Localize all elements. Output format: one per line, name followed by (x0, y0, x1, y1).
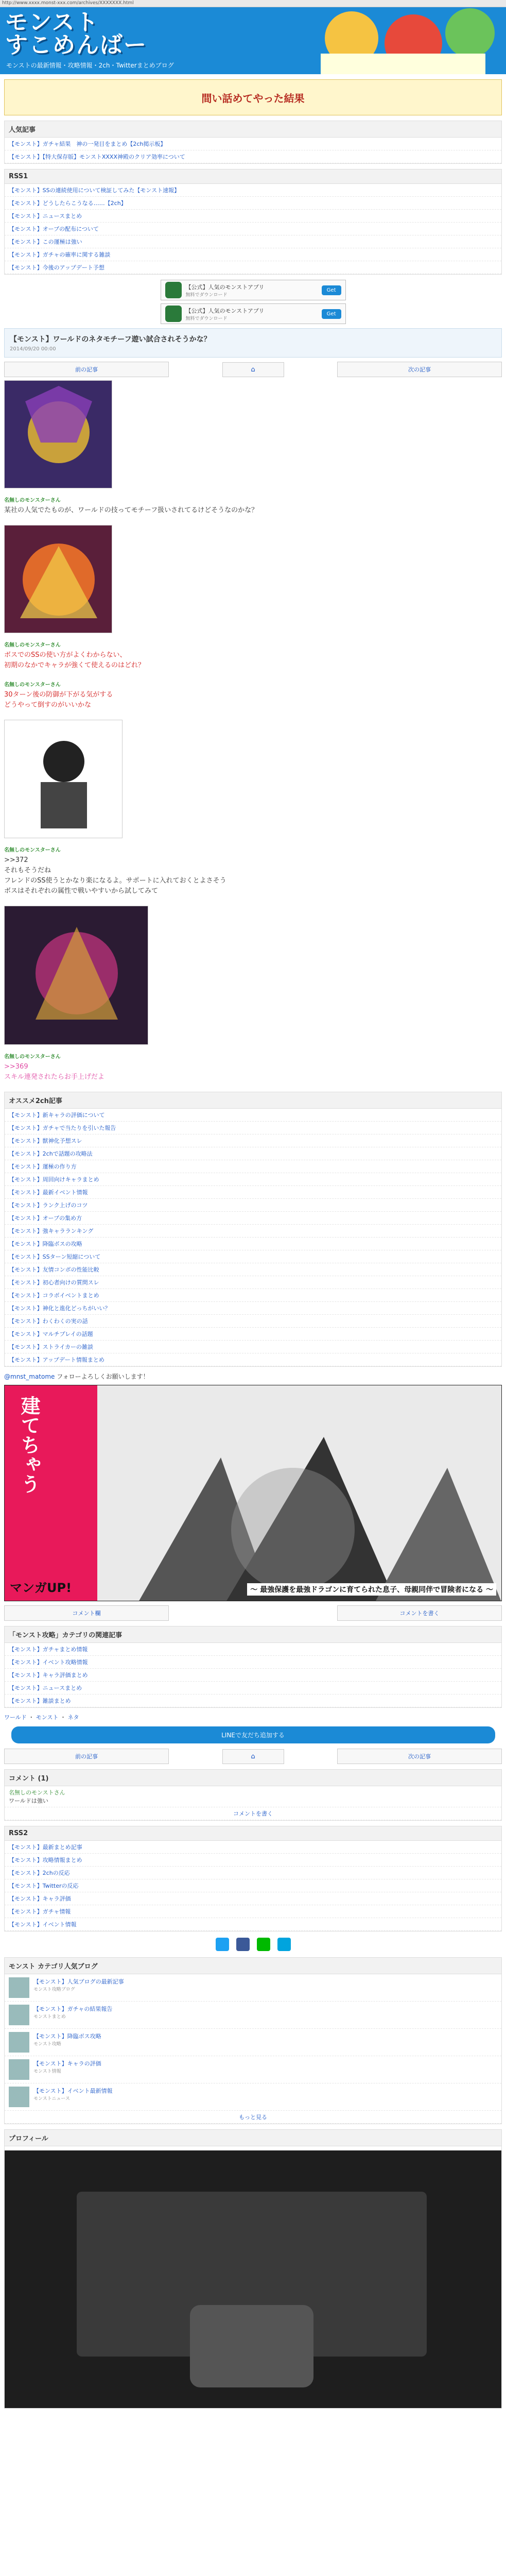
tags: ワールド ・ モンスト ・ ネタ (4, 1714, 79, 1721)
recommend-item[interactable]: 【モンスト】獣神化予想スレ (5, 1134, 501, 1147)
comment-meta: 名無しのモンストさん (9, 1789, 65, 1796)
post-text: ボスはそれぞれの属性で戦いやすいから試してみて (4, 887, 159, 895)
manga-ad-banner[interactable] (4, 1385, 502, 1601)
category-item[interactable]: 【モンスト】キャラ評価まとめ (5, 1669, 501, 1682)
post-text: どうやって倒すのがいいかな (4, 701, 92, 709)
recommend-item[interactable]: 【モンスト】神化と進化どっちがいい？ (5, 1302, 501, 1315)
site-logo[interactable] (5, 11, 147, 57)
manga-headline: 建てちゃう (18, 1396, 40, 1494)
recommend-item[interactable]: 【モンスト】強キャラランキング (5, 1225, 501, 1238)
monster-image (4, 906, 148, 1045)
recommend-box (4, 1092, 502, 1367)
recommend-item[interactable]: 【モンスト】降臨ボスの攻略 (5, 1238, 501, 1250)
rss-item[interactable]: 【モンスト】2chの反応 (5, 1867, 501, 1879)
recommend-item[interactable]: 【モンスト】初心者向けの質問スレ (5, 1276, 501, 1289)
recommend-item[interactable]: 【モンスト】2chで話題の攻略法 (5, 1147, 501, 1160)
home-icon[interactable]: ⌂ (222, 1749, 284, 1764)
prev-article-button[interactable]: 前の記事 (4, 362, 169, 377)
article-title (4, 328, 502, 358)
comment-write-link[interactable]: コメントを書く (5, 1807, 501, 1820)
post (4, 680, 502, 710)
post (4, 496, 502, 516)
tab-write-comment[interactable]: コメントを書く (337, 1605, 502, 1621)
prev-article-button[interactable]: 前の記事 (4, 1749, 169, 1764)
blog-more-link[interactable]: もっと見る (5, 2111, 501, 2124)
category-heading: 「モンスト攻略」カテゴリの関連記事 (5, 1626, 501, 1643)
post-text: ボスでのSSの使い方がよくわからない、 (4, 651, 127, 659)
rss-item[interactable]: 【モンスト】キャラ評価 (5, 1892, 501, 1905)
monster-image (4, 525, 112, 633)
rss2-box (4, 1826, 502, 1931)
logo-line1: モンスト (5, 9, 99, 36)
rss-item[interactable]: 【モンスト】SSの連続使用について検証してみた【モンスト速報】 (5, 184, 501, 197)
browser-url-bar[interactable] (0, 0, 506, 7)
recommend-item[interactable]: 【モンスト】運極の作り方 (5, 1160, 501, 1173)
recommend-item[interactable]: 【モンスト】マルチプレイの話題 (5, 1328, 501, 1341)
post-meta: 名無しのモンスターさん (4, 498, 61, 503)
line-add-button[interactable]: LINEで友だち追加する (11, 1726, 495, 1743)
next-article-button[interactable]: 次の記事 (337, 1749, 502, 1764)
url-text: http://www.xxxx.monst-xxx.com/archives/XXXXXXX.html (2, 1, 134, 6)
monster-image (4, 380, 112, 488)
blog-ranking (4, 1957, 502, 2124)
social-share (4, 1938, 502, 1951)
recommend-item[interactable]: 【モンスト】オーブの集め方 (5, 1212, 501, 1225)
post (4, 1052, 502, 1082)
comment-tabs (4, 1605, 502, 1621)
rss-item[interactable]: 【モンスト】ガチャの確率に関する雑談 (5, 248, 501, 261)
recommend-item[interactable]: 【モンスト】ランク上げのコツ (5, 1199, 501, 1212)
app-ad-strip[interactable] (161, 303, 346, 324)
header-art (290, 7, 506, 74)
next-article-button[interactable]: 次の記事 (337, 362, 502, 377)
post-text: 某社の人気でたものが、ワールドの技ってモチーフ扱いされてるけどそうなのかな？ (4, 506, 258, 514)
rss-item[interactable]: 【モンスト】ニュースまとめ (5, 210, 501, 223)
recommend-item[interactable]: 【モンスト】周回向けキャラまとめ (5, 1173, 501, 1186)
rss-item[interactable]: 【モンスト】今後のアップデート予想 (5, 261, 501, 274)
home-icon[interactable]: ⌂ (222, 362, 284, 377)
post-text: >>369 (4, 1063, 28, 1071)
facebook-icon[interactable] (236, 1938, 250, 1951)
popular-heading: 人気記事 (5, 121, 501, 138)
blog-item[interactable]: 【モンスト】キャラの評価 モンスト情報 (5, 2056, 501, 2083)
category-item[interactable]: 【モンスト】ニュースまとめ (5, 1682, 501, 1694)
post-meta: 名無しのモンスターさん (4, 682, 61, 688)
tab-comments[interactable]: コメント欄 (4, 1605, 169, 1621)
rss-item[interactable]: 【モンスト】イベント情報 (5, 1918, 501, 1931)
manga-caption: ～ 最強保護を最強ドラゴンに育てられた息子、母親同伴で冒険者になる ～ (247, 1583, 496, 1596)
category-box (4, 1626, 502, 1708)
blog-heading: モンスト カテゴリ人気ブログ (5, 1958, 501, 1974)
recommend-item[interactable]: 【モンスト】ストライカーの雑談 (5, 1341, 501, 1353)
app-ad-title: 【公式】人気のモンストアプリ (185, 307, 265, 314)
category-item[interactable]: 【モンスト】イベント攻略情報 (5, 1656, 501, 1669)
recommend-item[interactable]: 【モンスト】ガチャで当たりを引いた報告 (5, 1122, 501, 1134)
blog-thumb (9, 2005, 29, 2025)
profile-image (5, 2150, 501, 2408)
blog-thumb (9, 2032, 29, 2053)
twitter-follow-text: フォローよろしくお願いします！ (57, 1373, 149, 1380)
profile-box (4, 2129, 502, 2409)
monster-image (4, 720, 123, 838)
app-ad-sub: 無料でダウンロード (185, 292, 228, 298)
article-nav (4, 362, 502, 377)
rss-item[interactable]: 【モンスト】最新まとめ記事 (5, 1841, 501, 1854)
comments-heading: コメント (1) (5, 1770, 501, 1786)
line-icon[interactable] (257, 1938, 270, 1951)
rss2-heading: RSS2 (5, 1826, 501, 1841)
manga-brand: マンガUP! (10, 1581, 72, 1595)
recommend-item[interactable]: 【モンスト】SSターン短縮について (5, 1250, 501, 1263)
site-header (0, 7, 506, 74)
popular-articles (4, 121, 502, 164)
post-text: スキル連発されたらお手上げだよ (4, 1073, 104, 1081)
app-ad-strip[interactable] (161, 280, 346, 300)
post-meta: 名無しのモンスターさん (4, 1054, 61, 1060)
blog-thumb (9, 2059, 29, 2080)
recommend-item[interactable]: 【モンスト】コラボイベントまとめ (5, 1289, 501, 1302)
category-item[interactable]: 【モンスト】ガチャまとめ情報 (5, 1643, 501, 1656)
rss-item[interactable]: 【モンスト】攻略情報まとめ (5, 1854, 501, 1867)
tag-link[interactable]: ワールド (4, 1714, 27, 1721)
ad-top-text: 間い話めてやった結果 (201, 92, 305, 105)
comments-box (4, 1769, 502, 1821)
post (4, 640, 502, 671)
post-text: >>372 (4, 856, 28, 864)
category-item[interactable]: 【モンスト】雑談まとめ (5, 1694, 501, 1707)
app-ad-sub: 無料でダウンロード (185, 316, 228, 321)
rss-item[interactable]: 【モンスト】オーブの配布について (5, 223, 501, 235)
blog-item[interactable]: 【モンスト】ガチャの結果報告 モンストまとめ (5, 2002, 501, 2029)
app-ad-button[interactable]: Get (322, 285, 341, 295)
twitter-follow[interactable] (4, 1372, 502, 1381)
post-meta: 名無しのモンスターさん (4, 848, 61, 853)
rss-item[interactable]: 【モンスト】この運極は強い (5, 235, 501, 248)
comment-text: ワールドは強い (9, 1798, 48, 1804)
app-ad-title: 【公式】人気のモンストアプリ (185, 283, 265, 291)
hatena-icon[interactable] (277, 1938, 291, 1951)
rss-item[interactable]: 【モンスト】どうしたらこうなる……【2ch】 (5, 197, 501, 210)
tag-link[interactable]: モンスト (36, 1714, 59, 1721)
rss1-heading: RSS1 (5, 170, 501, 184)
twitter-handle[interactable]: @mnst_matome (4, 1373, 55, 1380)
twitter-icon[interactable] (216, 1938, 229, 1951)
blog-item[interactable]: 【モンスト】降臨ボス攻略 モンスト攻略 (5, 2029, 501, 2056)
popular-item[interactable]: 【モンスト】ガチャ結果 神の一発目をまとめ【2ch掲示板】 (5, 138, 501, 150)
tag-link[interactable]: ネタ (67, 1714, 79, 1721)
recommend-item[interactable]: 【モンスト】新キャラの評価について (5, 1109, 501, 1122)
recommend-item[interactable]: 【モンスト】最新イベント情報 (5, 1186, 501, 1199)
app-icon (165, 282, 182, 298)
post-text: フレンドのSS使うとかなり楽になるよ。サポートに入れておくとよさそう (4, 877, 226, 885)
rss1-box (4, 169, 502, 275)
recommend-item[interactable]: 【モンスト】わくわくの実の話 (5, 1315, 501, 1328)
popular-item[interactable]: 【モンスト】【特大保存版】モンストXXXX神殿のクリア効率について (5, 150, 501, 163)
recommend-item[interactable]: 【モンスト】友情コンボの性能比較 (5, 1263, 501, 1276)
rss-item[interactable]: 【モンスト】ガチャ情報 (5, 1905, 501, 1918)
comment-entry (5, 1786, 501, 1807)
post (4, 845, 502, 896)
site-tagline: モンストの最新情報・攻略情報・2ch・Twitterまとめブログ (6, 62, 174, 69)
logo-line2: すこめんばー (5, 32, 147, 58)
recommend-item[interactable]: 【モンスト】アップデート情報まとめ (5, 1353, 501, 1366)
article-date: 2014/09/20 00:00 (10, 346, 56, 352)
blog-thumb (9, 1977, 29, 1998)
post-meta: 名無しのモンスターさん (4, 642, 61, 648)
app-ad-button[interactable]: Get (322, 309, 341, 319)
blog-item[interactable]: 【モンスト】イベント最新情報 モンストニュース (5, 2083, 501, 2111)
blog-item[interactable]: 【モンスト】人気ブログの最新記事 モンスト攻略ブログ (5, 1974, 501, 2002)
post-text: それもそうだね (4, 867, 51, 874)
profile-heading: プロフィール (5, 2130, 501, 2146)
recommend-heading: オススメ2ch記事 (5, 1092, 501, 1109)
rss-item[interactable]: 【モンスト】Twitterの反応 (5, 1879, 501, 1892)
app-icon (165, 306, 182, 322)
article-nav-bottom (4, 1749, 502, 1764)
blog-thumb (9, 2087, 29, 2107)
ad-top[interactable] (4, 79, 502, 115)
post-text: 30ターン後の防御が下がる気がする (4, 691, 113, 699)
post-text: 初期のなかでキャラが強くて使えるのはどれ？ (4, 662, 145, 669)
article-title-text: 【モンスト】ワールドのネタモチーフ遊い試合されそうかな？ (10, 335, 211, 344)
